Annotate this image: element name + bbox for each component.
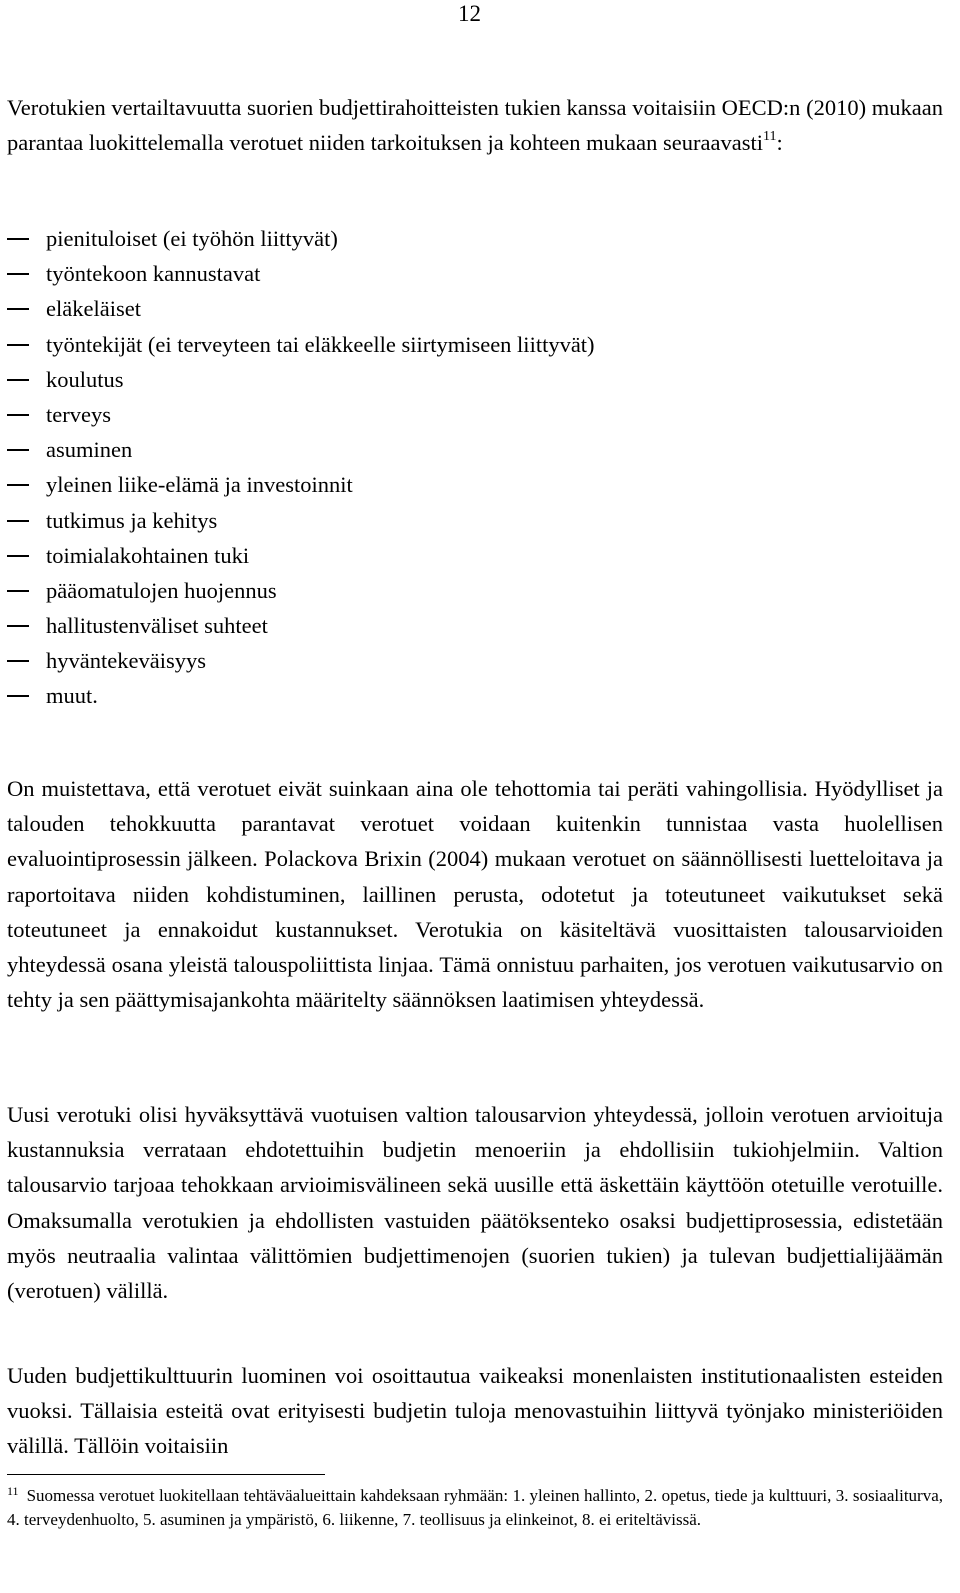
footnote — [7, 1484, 943, 1532]
intro-suffix: : — [776, 130, 783, 156]
list-item: muut. — [7, 678, 595, 713]
body-paragraph-2: Uusi verotuki olisi hyväksyttävä vuotuisen valtion talousarvion yhteydessä, jolloin verotuen arvioituja kustannuksia verrataan ehdotettuihin budjetin menoeriin ja ehdollisiin tukiohjelmiin. Valtion talousarvio tarjoaa tehokkaan arvioimisvälineen sekä uusille että äskettäin käyttöön otetuille verotuille. Omaksumalla verotukien ja ehdollisten vastuiden päätöksenteko osaksi budjettiprosessia, edistetään myös neutraalia valintaa välittömien budjettimenojen (suorien tukien) ja tulevan budjettialijäämän (verotuen) välillä. — [7, 1102, 943, 1304]
list-item: koulutus — [7, 362, 595, 397]
body-paragraph-1: On muistettava, että verotuet eivät suinkaan aina ole tehottomia tai peräti vahingollisia. Hyödylliset ja talouden tehokkuutta parantavat verotuet voidaan kuitenkin tunnistaa vasta huolellisen evaluointiprosessin jälkeen. Polackova Brixin (2004) mukaan verotuet on säännöllisesti luetteloitava ja raportoitava niiden kohdistuminen, laillinen perusta, odotetut ja toteutuneet vaikutukset sekä toteutuneet ja ennakoidut kustannukset. Verotukia on käsiteltävä vuosittaisten talousarvioiden yhteydessä osana yleistä talouspoliittista linjaa. Tämä onnistuu parhaiten, jos verotuen vaikutusarvio on tehty ja sen päättymisajankohta määritelty säännöksen laatimisen yhteydessä. — [7, 776, 943, 1013]
list-item: pääomatulojen huojennus — [7, 573, 595, 608]
dash-bullet-icon — [7, 238, 29, 240]
list-item: työntekoon kannustavat — [7, 256, 595, 291]
dash-bullet-icon — [7, 449, 29, 451]
dash-bullet-icon — [7, 520, 29, 522]
list-item: terveys — [7, 397, 595, 432]
body-paragraph-3: Uuden budjettikulttuurin luominen voi osoittautua vaikeaksi monenlaisten institutionaalisten esteiden vuoksi. Tällaisia esteitä ovat erityisesti budjetin tuloja menovastuihin liittyvä työnjako ministeriöiden välillä. Tällöin voitaisiin — [7, 1363, 943, 1459]
page-number: 12 — [458, 1, 481, 26]
footnote-reference[interactable]: 11 — [762, 129, 777, 145]
dash-bullet-icon — [7, 590, 29, 592]
list-item: eläkeläiset — [7, 291, 595, 326]
intro-text: Verotukien vertailtavuutta suorien budjettirahoitteisten tukien kanssa voitaisiin OECD:n (2010) mukaan parantaa luokittelemalla verotuet niiden tarkoituksen ja kohteen mukaan seuraavasti — [7, 95, 943, 156]
category-list — [7, 221, 595, 714]
list-item: toimialakohtainen tuki — [7, 538, 595, 573]
dash-bullet-icon — [7, 379, 29, 381]
dash-bullet-icon — [7, 273, 29, 275]
list-item: hallitustenväliset suhteet — [7, 608, 595, 643]
dash-bullet-icon — [7, 625, 29, 627]
list-item: työntekijät (ei terveyteen tai eläkkeelle siirtymiseen liittyvät) — [7, 327, 595, 362]
dash-bullet-icon — [7, 414, 29, 416]
footnote-number: 11 — [7, 1484, 19, 1498]
dash-bullet-icon — [7, 484, 29, 486]
list-item: pienituloiset (ei työhön liittyvät) — [7, 221, 595, 256]
list-item: yleinen liike-elämä ja investoinnit — [7, 467, 595, 502]
list-item: asuminen — [7, 432, 595, 467]
dash-bullet-icon — [7, 344, 29, 346]
dash-bullet-icon — [7, 660, 29, 662]
list-item: tutkimus ja kehitys — [7, 503, 595, 538]
intro-paragraph — [7, 90, 943, 160]
list-item: hyväntekeväisyys — [7, 643, 595, 678]
dash-bullet-icon — [7, 308, 29, 310]
dash-bullet-icon — [7, 695, 29, 697]
dash-bullet-icon — [7, 555, 29, 557]
footnote-text: Suomessa verotuet luokitellaan tehtäväalueittain kahdeksaan ryhmään: 1. yleinen hallinto, 2. opetus, tiede ja kulttuuri, 3. sosiaaliturva, 4. terveydenhuolto, 5. asuminen ja ympäristö, 6. liikenne, 7. teollisuus ja elinkeinot, 8. ei eriteltävissä. — [7, 1486, 943, 1529]
footnote-divider — [7, 1474, 325, 1475]
